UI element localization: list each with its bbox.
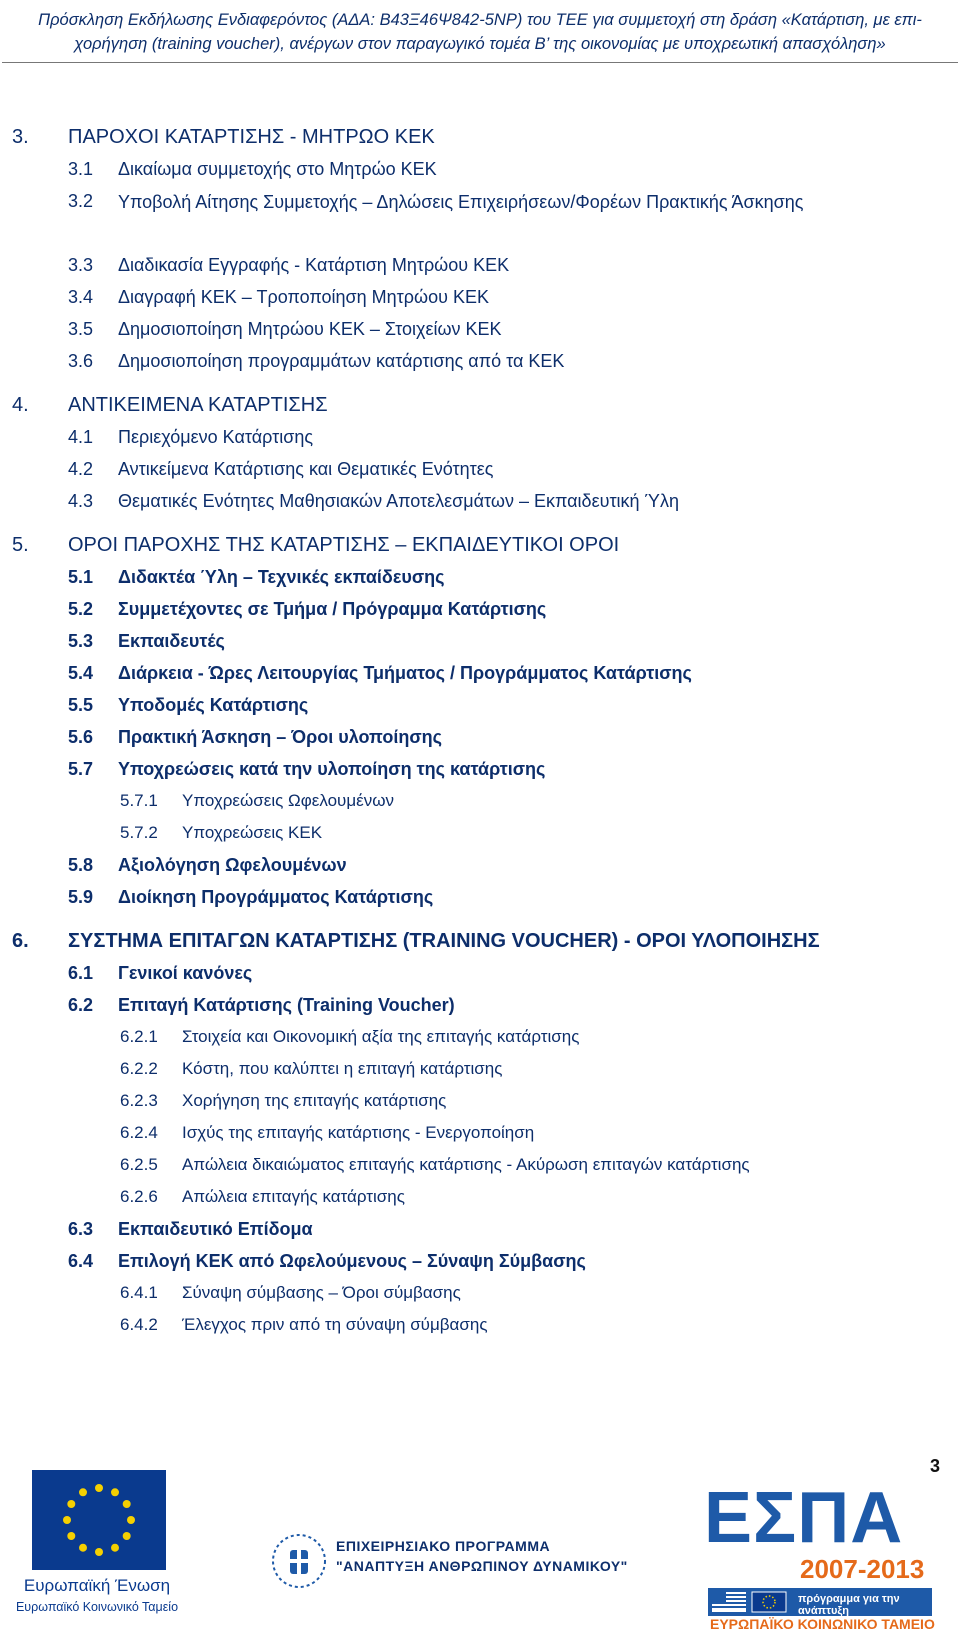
toc-entry-5-5[interactable] [0, 690, 960, 722]
entry-title: Υποχρεώσεις Ωφελουμένων [182, 791, 394, 810]
entry-title: Εκπαιδευτικό Επίδομα [118, 1219, 313, 1239]
page-number: 3 [929, 1456, 940, 1476]
entry-number: 3.1 [68, 159, 94, 179]
toc-entry-6-2-4[interactable] [0, 1118, 960, 1150]
toc-entry-6-1[interactable] [0, 958, 960, 990]
toc-entry-3-4[interactable] [0, 282, 960, 314]
entry-number: 5.9 [68, 887, 94, 907]
entry-title: Πρακτική Άσκηση – Όροι υλοποίησης [118, 727, 442, 747]
entry-number: 6.2.1 [120, 1027, 158, 1046]
toc-entry-5-8[interactable] [0, 850, 960, 882]
toc-entry-5-3[interactable] [0, 626, 960, 658]
toc-entry-5-7-2[interactable] [0, 818, 960, 850]
toc-entry-6-2[interactable] [0, 990, 960, 1022]
entry-number: 3.6 [68, 351, 94, 371]
toc-entry-6-4-2[interactable] [0, 1310, 960, 1342]
toc-entry-3-2[interactable] [0, 186, 960, 250]
toc-entry-3-3[interactable] [0, 250, 960, 282]
op-title-line-2: "ΑΝΑΠΤΥΞΗ ΑΝΘΡΩΠΙΝΟΥ ΔΥΝΑΜΙΚΟΥ" [336, 1558, 628, 1574]
toc-entry-6-3[interactable] [0, 1214, 960, 1246]
entry-number: 6.2.3 [120, 1091, 158, 1110]
section-number: 4. [12, 394, 29, 416]
entry-title: Γενικοί κανόνες [118, 963, 253, 983]
entry-number: 6.4.1 [120, 1283, 158, 1302]
entry-number: 6.4.2 [120, 1315, 158, 1334]
entry-title: Υποβολή Αίτησης Συμμετοχής – Δηλώσεις Επιχειρήσεων/Φορέων Πρακτικής Άσκησης [118, 192, 804, 212]
entry-number: 5.3 [68, 631, 94, 651]
entry-number: 3.2 [68, 191, 94, 211]
entry-title: Δημοσιοποίηση Μητρώου ΚΕΚ – Στοιχείων ΚΕΚ [118, 319, 502, 339]
toc-entry-6-4[interactable] [0, 1246, 960, 1278]
entry-title: Απώλεια επιταγής κατάρτισης [182, 1187, 405, 1206]
espa-fund-name: ΕΥΡΩΠΑΪΚΟ ΚΟΙΝΩΝΙΚΟ ΤΑΜΕΙΟ [710, 1616, 935, 1632]
op-title-line-1: ΕΠΙΧΕΙΡΗΣΙΑΚΟ ΠΡΟΓΡΑΜΜΑ [336, 1538, 551, 1554]
entry-title: Επιταγή Κατάρτισης (Training Voucher) [118, 995, 455, 1015]
greek-emblem-icon [270, 1532, 328, 1590]
toc-entry-6-2-6[interactable] [0, 1182, 960, 1214]
entry-title: Διοίκηση Προγράμματος Κατάρτισης [118, 887, 434, 907]
entry-title: Ισχύς της επιταγής κατάρτισης - Ενεργοποίηση [182, 1123, 535, 1142]
espa-logo [704, 1476, 940, 1630]
section-title: ΠΑΡΟΧΟΙ ΚΑΤΑΡΤΙΣΗΣ - ΜΗΤΡΩΟ ΚΕΚ [68, 126, 435, 148]
entry-title: Διαγραφή ΚΕΚ – Τροποποίηση Μητρώου ΚΕΚ [118, 287, 489, 307]
eu-name: Ευρωπαϊκή Ένωση [23, 1576, 171, 1595]
entry-title: Σύναψη σύμβασης – Όροι σύμβασης [182, 1283, 461, 1302]
entry-number: 4.3 [68, 491, 94, 511]
entry-title: Υποδομές Κατάρτισης [118, 695, 309, 715]
entry-title: Δημοσιοποίηση προγραμμάτων κατάρτισης από τα ΚΕΚ [118, 351, 565, 371]
entry-title: Διάρκεια - Ώρες Λειτουργίας Τμήματος / Προγράμματος Κατάρτισης [118, 663, 692, 683]
page-header [0, 0, 960, 88]
entry-title: Υποχρεώσεις ΚΕΚ [182, 823, 323, 842]
entry-number: 5.7 [68, 759, 94, 779]
entry-number: 6.1 [68, 963, 94, 983]
header-line-2: χορήγηση (training voucher), ανέργων στον παραγωγικό τομέα Β’ της οικονομίας με υποχρεωτική απασχόληση» [74, 35, 886, 53]
toc-section-5[interactable] [0, 530, 960, 562]
eu-fund-name: Ευρωπαϊκό Κοινωνικό Ταμείο [15, 1600, 179, 1614]
operational-programme-logo [270, 1532, 628, 1592]
page-footer [0, 1470, 960, 1630]
entry-number: 6.2.5 [120, 1155, 158, 1174]
toc-entry-3-1[interactable] [0, 154, 960, 186]
espa-slogan: πρόγραμμα για την ανάπτυξη [798, 1593, 900, 1617]
entry-number: 5.7.2 [120, 823, 158, 842]
entry-number: 5.8 [68, 855, 94, 875]
toc-entry-6-2-2[interactable] [0, 1054, 960, 1086]
section-number: 5. [12, 534, 29, 556]
entry-number: 5.2 [68, 599, 94, 619]
entry-title: Απώλεια δικαιώματος επιταγής κατάρτισης - Ακύρωση επιταγών κατάρτισης [182, 1155, 750, 1174]
entry-title: Αντικείμενα Κατάρτισης και Θεματικές Ενότητες [118, 459, 494, 479]
entry-title: Επιλογή ΚΕΚ από Ωφελούμενους – Σύναψη Σύμβασης [118, 1251, 586, 1271]
section-number: 6. [12, 930, 29, 952]
entry-number: 5.1 [68, 567, 94, 587]
entry-number: 5.6 [68, 727, 94, 747]
entry-number: 5.7.1 [120, 791, 158, 810]
toc-entry-5-9[interactable] [0, 882, 960, 914]
entry-title: Αξιολόγηση Ωφελουμένων [118, 855, 347, 875]
entry-number: 6.3 [68, 1219, 94, 1239]
table-of-contents [0, 122, 960, 1342]
toc-section-3[interactable] [0, 122, 960, 154]
entry-title: Διδακτέα Ύλη – Τεχνικές εκπαίδευσης [118, 567, 445, 587]
section-title: ΑΝΤΙΚΕΙΜΕΝΑ ΚΑΤΑΡΤΙΣΗΣ [68, 394, 328, 416]
toc-entry-4-2[interactable] [0, 454, 960, 486]
entry-number: 3.4 [68, 287, 94, 307]
entry-number: 4.1 [68, 427, 94, 447]
header-line-1: Πρόσκληση Εκδήλωσης Ενδιαφερόντος (ΑΔΑ: Β43Ξ46Ψ842-5ΝΡ) του ΤΕΕ για συμμετοχή στη δράση «Κατάρτιση, με επι- [38, 11, 922, 29]
toc-entry-3-6[interactable] [0, 346, 960, 378]
entry-title: Δικαίωμα συμμετοχής στο Μητρώο ΚΕΚ [118, 159, 437, 179]
section-number: 3. [12, 126, 29, 148]
toc-entry-4-3[interactable] [0, 486, 960, 518]
entry-title: Χορήγηση της επιταγής κατάρτισης [182, 1091, 447, 1110]
espa-wordmark: ΕΣΠΑ [704, 1478, 904, 1558]
toc-entry-5-7[interactable] [0, 754, 960, 786]
entry-title: Εκπαιδευτές [118, 631, 225, 651]
eu-flag-icon [32, 1470, 166, 1570]
toc-section-4[interactable] [0, 390, 960, 422]
toc-entry-5-4[interactable] [0, 658, 960, 690]
entry-number: 6.2.2 [120, 1059, 158, 1078]
entry-title: Συμμετέχοντες σε Τμήμα / Πρόγραμμα Κατάρτισης [118, 599, 547, 619]
entry-title: Κόστη, που καλύπτει η επιταγή κατάρτισης [182, 1059, 503, 1078]
entry-number: 4.2 [68, 459, 94, 479]
section-title: ΣΥΣΤΗΜΑ ΕΠΙΤΑΓΩΝ ΚΑΤΑΡΤΙΣΗΣ (TRAINING VOUCHER) - ΟΡΟΙ ΥΛΟΠΟΙΗΣΗΣ [68, 930, 820, 952]
entry-title: Περιεχόμενο Κατάρτισης [118, 427, 314, 447]
toc-entry-5-1[interactable] [0, 562, 960, 594]
eu-logo [12, 1470, 179, 1630]
toc-entry-3-5[interactable] [0, 314, 960, 346]
espa-years: 2007-2013 [800, 1554, 925, 1584]
toc-entry-5-7-1[interactable] [0, 786, 960, 818]
entry-number: 3.5 [68, 319, 94, 339]
entry-number: 3.3 [68, 255, 94, 275]
toc-entry-6-2-3[interactable] [0, 1086, 960, 1118]
toc-entry-6-2-1[interactable] [0, 1022, 960, 1054]
toc-entry-4-1[interactable] [0, 422, 960, 454]
toc-entry-6-2-5[interactable] [0, 1150, 960, 1182]
entry-title: Έλεγχος πριν από τη σύναψη σύμβασης [182, 1315, 488, 1334]
toc-entry-5-6[interactable] [0, 722, 960, 754]
toc-section-6[interactable] [0, 926, 960, 958]
entry-title: Στοιχεία και Οικονομική αξία της επιταγής κατάρτισης [182, 1027, 580, 1046]
entry-number: 6.4 [68, 1251, 94, 1271]
toc-entry-5-2[interactable] [0, 594, 960, 626]
toc-entry-6-4-1[interactable] [0, 1278, 960, 1310]
entry-number: 5.5 [68, 695, 94, 715]
entry-title: Διαδικασία Εγγραφής - Κατάρτιση Μητρώου ΚΕΚ [118, 255, 510, 275]
entry-number: 6.2 [68, 995, 94, 1015]
header-divider [2, 62, 958, 63]
entry-number: 6.2.4 [120, 1123, 158, 1142]
entry-title: Θεματικές Ενότητες Μαθησιακών Αποτελεσμάτων – Εκπαιδευτική Ύλη [118, 491, 679, 511]
entry-title: Υποχρεώσεις κατά την υλοποίηση της κατάρτισης [118, 759, 546, 779]
section-title: ΟΡΟΙ ΠΑΡΟΧΗΣ ΤΗΣ ΚΑΤΑΡΤΙΣΗΣ – ΕΚΠΑΙΔΕΥΤΙΚΟΙ ΟΡΟΙ [68, 534, 620, 556]
entry-number: 5.4 [68, 663, 94, 683]
entry-number: 6.2.6 [120, 1187, 158, 1206]
